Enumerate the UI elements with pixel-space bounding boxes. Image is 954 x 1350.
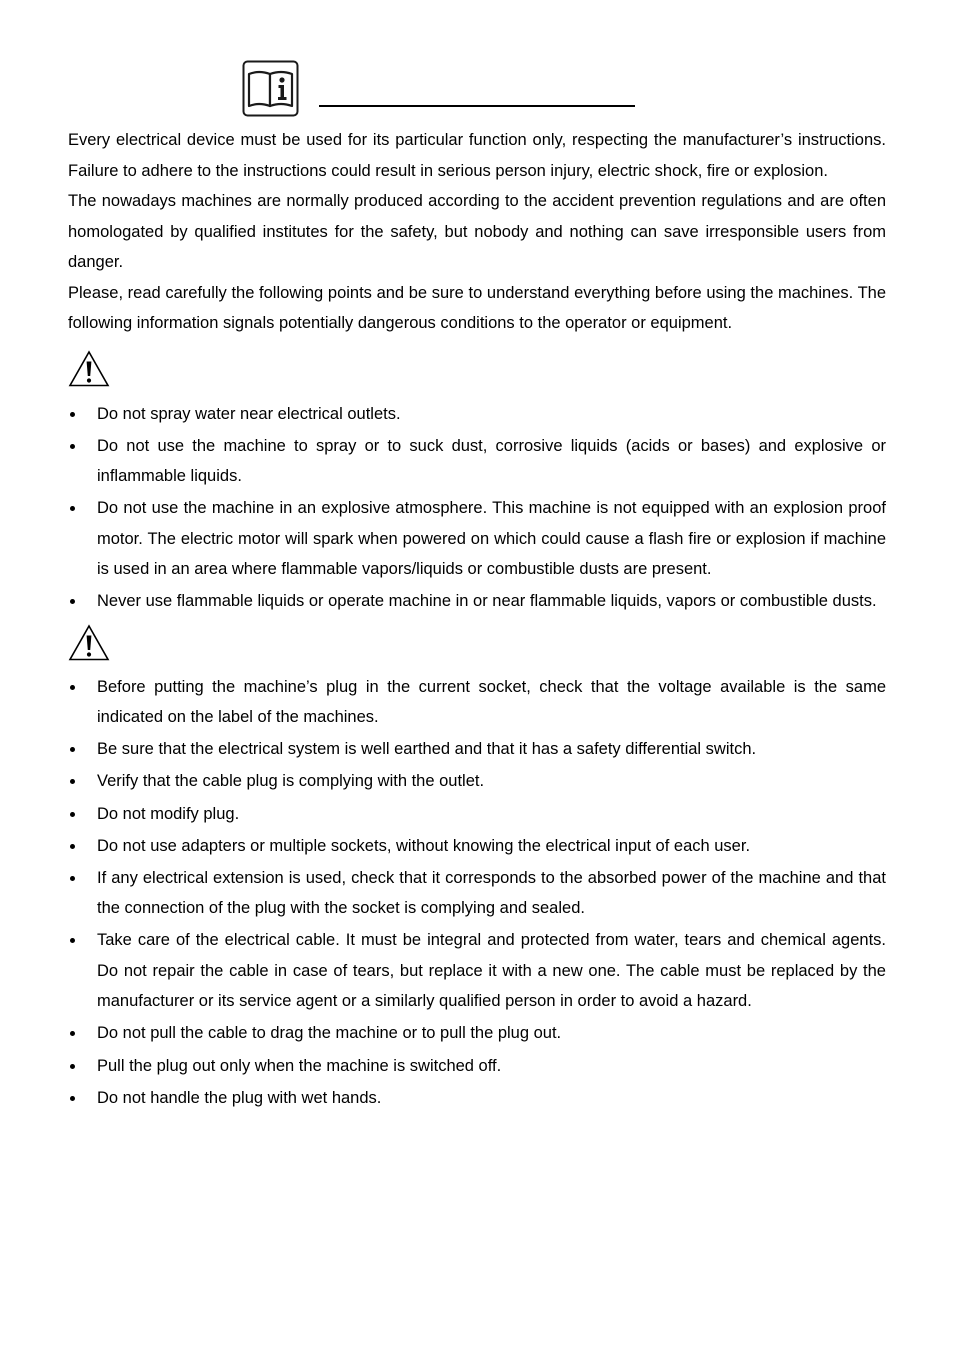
list-item-text: Do not use the machine to spray or to suck dust, corrosive liquids (acids or bases) and explosive or inflammable liquids. (97, 436, 886, 486)
list-item-text: If any electrical extension is used, check that it corresponds to the absorbed power of the machine and that the connection of the plug with the socket is complying and sealed. (97, 868, 886, 918)
list-item (68, 766, 886, 797)
bullet-icon (70, 685, 75, 690)
bullet-icon (70, 1064, 75, 1069)
bullet-icon (70, 747, 75, 752)
list-item (68, 586, 886, 617)
list-item (68, 431, 886, 492)
bullet-icon (70, 844, 75, 849)
list-item-text: Do not spray water near electrical outlets. (97, 404, 401, 423)
section-header (242, 60, 642, 118)
info-manual-book-icon (242, 60, 299, 117)
list-item (68, 1051, 886, 1082)
safety-list-general (68, 399, 886, 617)
bullet-icon (70, 412, 75, 417)
safety-list-electrical (68, 672, 886, 1113)
intro-paragraph: The nowadays machines are normally produced according to the accident prevention regulations and are often homologated by qualified institutes for the safety, but nobody and nothing can save irresponsible users from danger. (68, 192, 886, 271)
warning-triangle-icon (68, 350, 110, 388)
bullet-icon (70, 779, 75, 784)
warning-triangle-icon (68, 624, 110, 662)
list-item (68, 1083, 886, 1114)
list-item (68, 863, 886, 924)
bullet-icon (70, 812, 75, 817)
list-item (68, 672, 886, 733)
list-item-text: Before putting the machine’s plug in the current socket, check that the voltage available is the same indicated on the label of the machines. (97, 677, 886, 727)
bullet-icon (70, 599, 75, 604)
list-item-text: Do not pull the cable to drag the machine or to pull the plug out. (97, 1024, 562, 1043)
bullet-icon (70, 938, 75, 943)
list-item-text: Do not use adapters or multiple sockets, without knowing the electrical input of each user. (97, 836, 751, 855)
intro-paragraph: Please, read carefully the following points and be sure to understand everything before using the machines. The following information signals potentially dangerous conditions to the operator or equipment. (68, 283, 886, 332)
list-item (68, 493, 886, 585)
list-item (68, 799, 886, 830)
bullet-icon (70, 506, 75, 511)
section-title-underline (319, 105, 635, 107)
list-item (68, 925, 886, 1017)
list-item-text: Do not modify plug. (97, 804, 240, 823)
list-item-text: Do not handle the plug with wet hands. (97, 1088, 382, 1107)
list-item-text: Verify that the cable plug is complying with the outlet. (97, 772, 485, 791)
bullet-icon (70, 876, 75, 881)
list-item-text: Take care of the electrical cable. It must be integral and protected from water, tears and chemical agents. Do not repair the cable in case of tears, but replace it with a new one. The cable must be replaced by the manufacturer or its service agent or a similarly qualified person in order to avoid a hazard. (97, 931, 886, 1011)
list-item (68, 734, 886, 765)
bullet-icon (70, 1031, 75, 1036)
list-item-text: Be sure that the electrical system is well earthed and that it has a safety differential switch. (97, 740, 757, 759)
list-item (68, 831, 886, 862)
content (68, 125, 886, 1115)
list-item-text: Never use flammable liquids or operate machine in or near flammable liquids, vapors or combustible dusts. (97, 592, 877, 611)
bullet-icon (70, 1096, 75, 1101)
bullet-icon (70, 444, 75, 449)
list-item (68, 1018, 886, 1049)
list-item-text: Pull the plug out only when the machine is switched off. (97, 1056, 502, 1075)
list-item-text: Do not use the machine in an explosive atmosphere. This machine is not equipped with an explosion proof motor. The electric motor will spark when powered on which could cause a flash fire or explosion if machine is used in an area where flammable vapors/liquids or combustible dusts are present. (97, 499, 886, 579)
intro-paragraph: Every electrical device must be used for its particular function only, respecting the manufacturer’s instructions. Failure to adhere to the instructions could result in serious person injury, electric shock, fire or explosion. (68, 131, 886, 180)
list-item (68, 399, 886, 430)
